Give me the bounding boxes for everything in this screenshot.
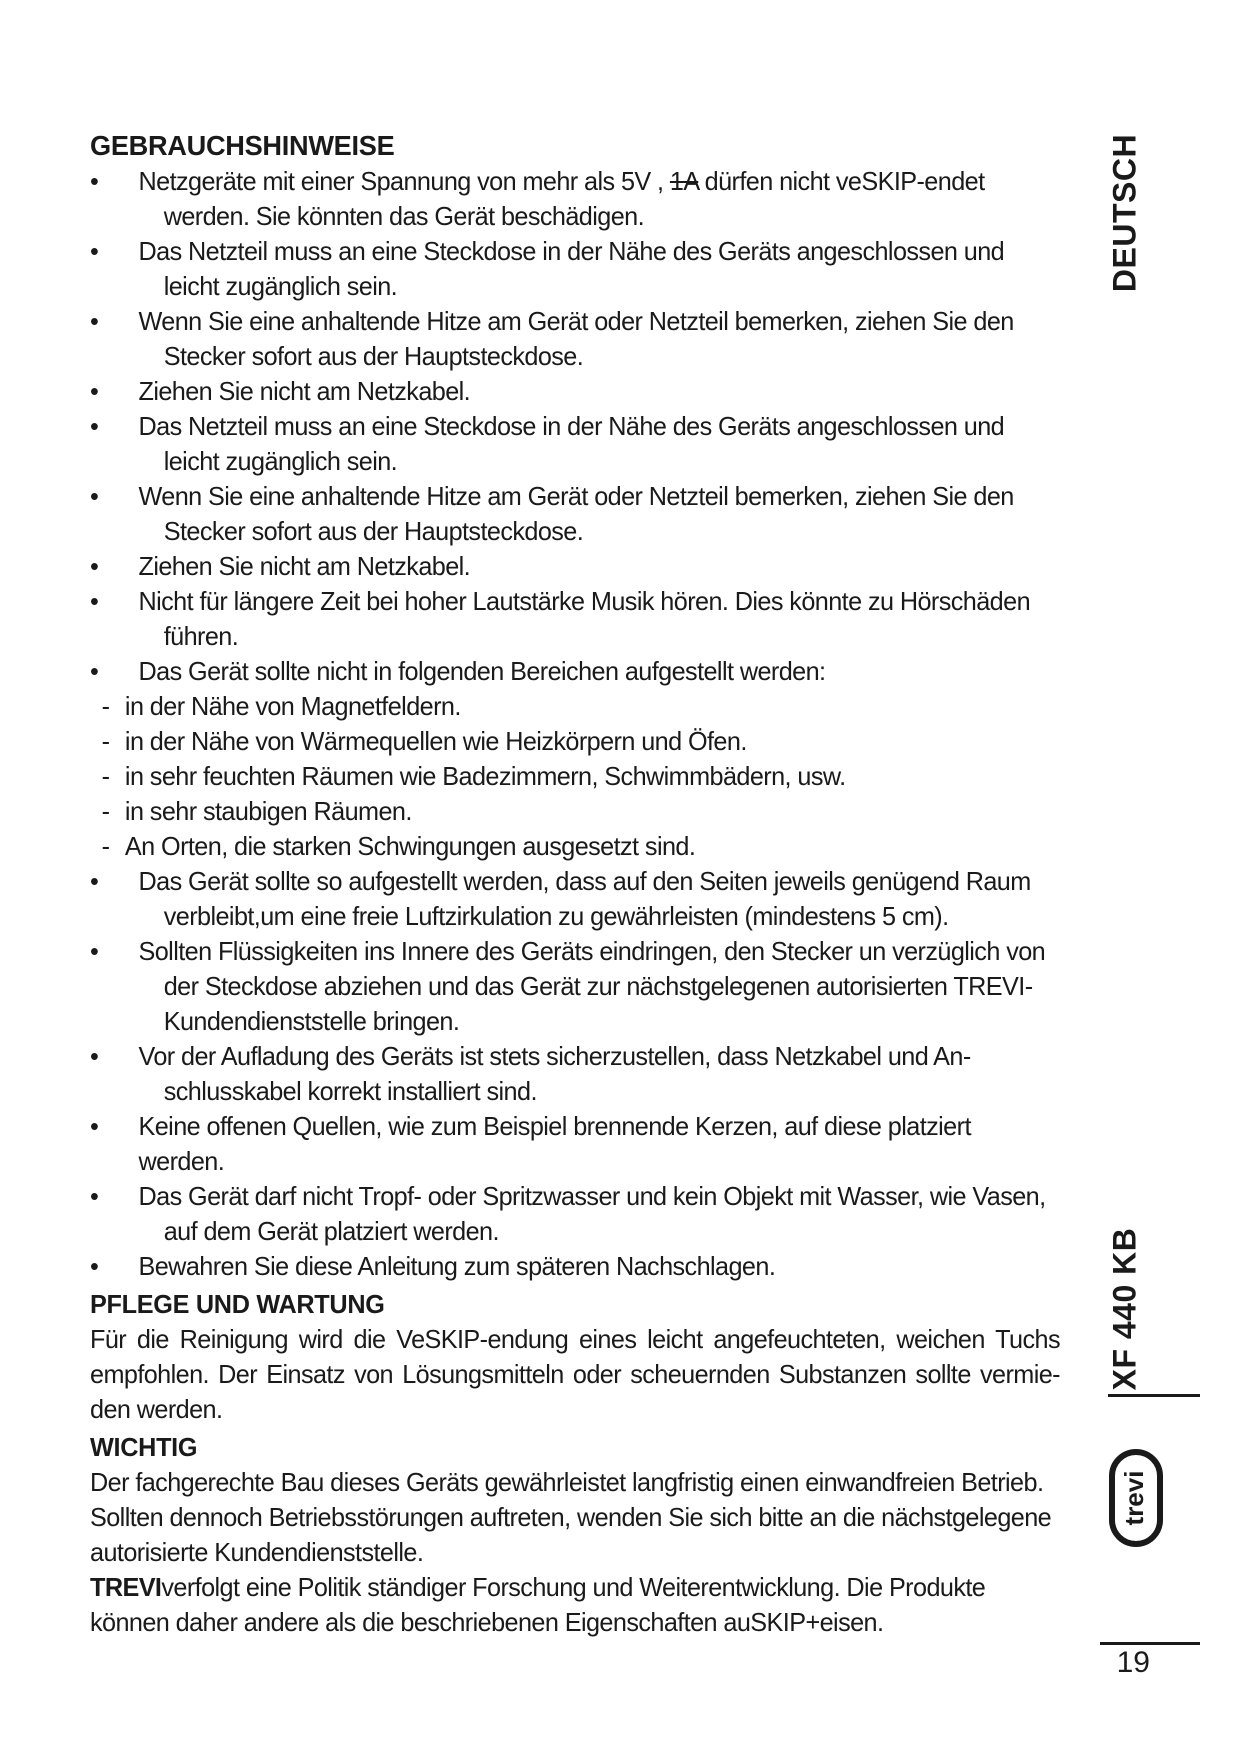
- important-paragraph: Der fachgerechte Bau dieses Geräts gewährleistet langfristig einen einwandfreien Betrieb. Sollten dennoch Betriebsstörungen auftreten, wenden Sie sich bitte an die nächstgelegene autorisierte Kundendienststelle.: [90, 1467, 1052, 1567]
- list-item: • Netzgeräte mit einer Spannung von mehr als 5V , 1A dürfen nicht veSKIP-endet werden. Sie könnten das Gerät beschädigen.: [90, 166, 985, 231]
- trevi-logo-icon: [1106, 1448, 1166, 1548]
- sub-list-item: - in sehr staubigen Räumen.: [101, 796, 412, 826]
- footer-divider: [1100, 1642, 1200, 1645]
- list-item: • Das Netzteil muss an eine Steckdose in der Nähe des Geräts angeschlossen und leicht zugänglich sein.: [90, 411, 1005, 476]
- struck-text: 1A: [669, 166, 699, 196]
- list-item: • Wenn Sie eine anhaltende Hitze am Gerät oder Netzteil bemerken, ziehen Sie den Stecker sofort aus der Hauptsteckdose.: [90, 481, 1014, 546]
- list-item: • Das Gerät darf nicht Tropf- oder Spritzwasser und kein Objekt mit Wasser, wie Vasen, auf dem Gerät platziert werden.: [90, 1181, 1046, 1246]
- model-label: XF 440 KB: [1106, 1227, 1143, 1391]
- list-item: • Das Netzteil muss an eine Steckdose in der Nähe des Geräts angeschlossen und leicht zugänglich sein.: [90, 236, 1005, 301]
- main-content: [90, 128, 1060, 1640]
- list-item: • Das Gerät sollte nicht in folgenden Bereichen aufgestellt werden:: [90, 656, 826, 686]
- sub-list-item: - in sehr feuchten Räumen wie Badezimmern, Schwimmbädern, usw.: [101, 761, 846, 791]
- sub-list-item: - in der Nähe von Magnetfeldern.: [101, 691, 461, 721]
- section-title-usage: GEBRAUCHSHINWEISE: [90, 130, 395, 161]
- list-item: • Ziehen Sie nicht am Netzkabel.: [90, 376, 471, 406]
- list-item: • Sollten Flüssigkeiten ins Innere des Geräts eindringen, den Stecker un verzüglich von der Steckdose abziehen und das Gerät zur nächstgelegenen autorisierten TREVI- Kundendienststelle bringen.: [90, 936, 1046, 1036]
- trevi-logo: [1106, 1448, 1166, 1548]
- list-item: • Ziehen Sie nicht am Netzkabel.: [90, 551, 471, 581]
- sub-list-item: - in der Nähe von Wärmequellen wie Heizkörpern und Öfen.: [101, 726, 747, 756]
- list-item: • Keine offenen Quellen, wie zum Beispiel brennende Kerzen, auf diese platziert werden.: [90, 1111, 971, 1176]
- sub-list-item: - An Orten, die starken Schwingungen ausgesetzt sind.: [101, 831, 696, 861]
- list-item: • Das Gerät sollte so aufgestellt werden, dass auf den Seiten jeweils genügend Raum verbleibt,um eine freie Luftzirkulation zu gewährleisten (mindestens 5 cm).: [90, 866, 1031, 931]
- brand-paragraph: TREVIverfolgt eine Politik ständiger Forschung und Weiterentwicklung. Die Produkte können daher andere als die beschriebenen Eigenschaften auSKIP+eisen.: [90, 1572, 986, 1637]
- brand-name: TREVI: [90, 1572, 162, 1602]
- list-item: • Bewahren Sie diese Anleitung zum späteren Nachschlagen.: [90, 1251, 776, 1281]
- section-title-care: PFLEGE UND WARTUNG: [90, 1289, 385, 1319]
- language-label: DEUTSCH: [1106, 133, 1143, 293]
- list-item: • Vor der Aufladung des Geräts ist stets sicherzustellen, dass Netzkabel und An- schlusskabel korrekt installiert sind.: [90, 1041, 971, 1106]
- section-title-important: WICHTIG: [90, 1432, 198, 1462]
- usage-list: [90, 164, 1060, 1284]
- svg-text:trevi: trevi: [1118, 1470, 1149, 1526]
- care-paragraph: Für die Reinigung wird die VeSKIP-endung eines leicht angefeuchteten, weichen Tuchs empfohlen. Der Einsatz von Lösungsmitteln oder scheuernden Substanzen sollte vermie-den werden.: [90, 1324, 1060, 1424]
- list-item: • Nicht für längere Zeit bei hoher Lautstärke Musik hören. Dies könnte zu Hörschäden führen.: [90, 586, 1031, 651]
- list-item: • Wenn Sie eine anhaltende Hitze am Gerät oder Netzteil bemerken, ziehen Sie den Stecker sofort aus der Hauptsteckdose.: [90, 306, 1014, 371]
- page-number: 19: [1116, 1646, 1150, 1679]
- sidebar-divider: [1108, 1394, 1200, 1397]
